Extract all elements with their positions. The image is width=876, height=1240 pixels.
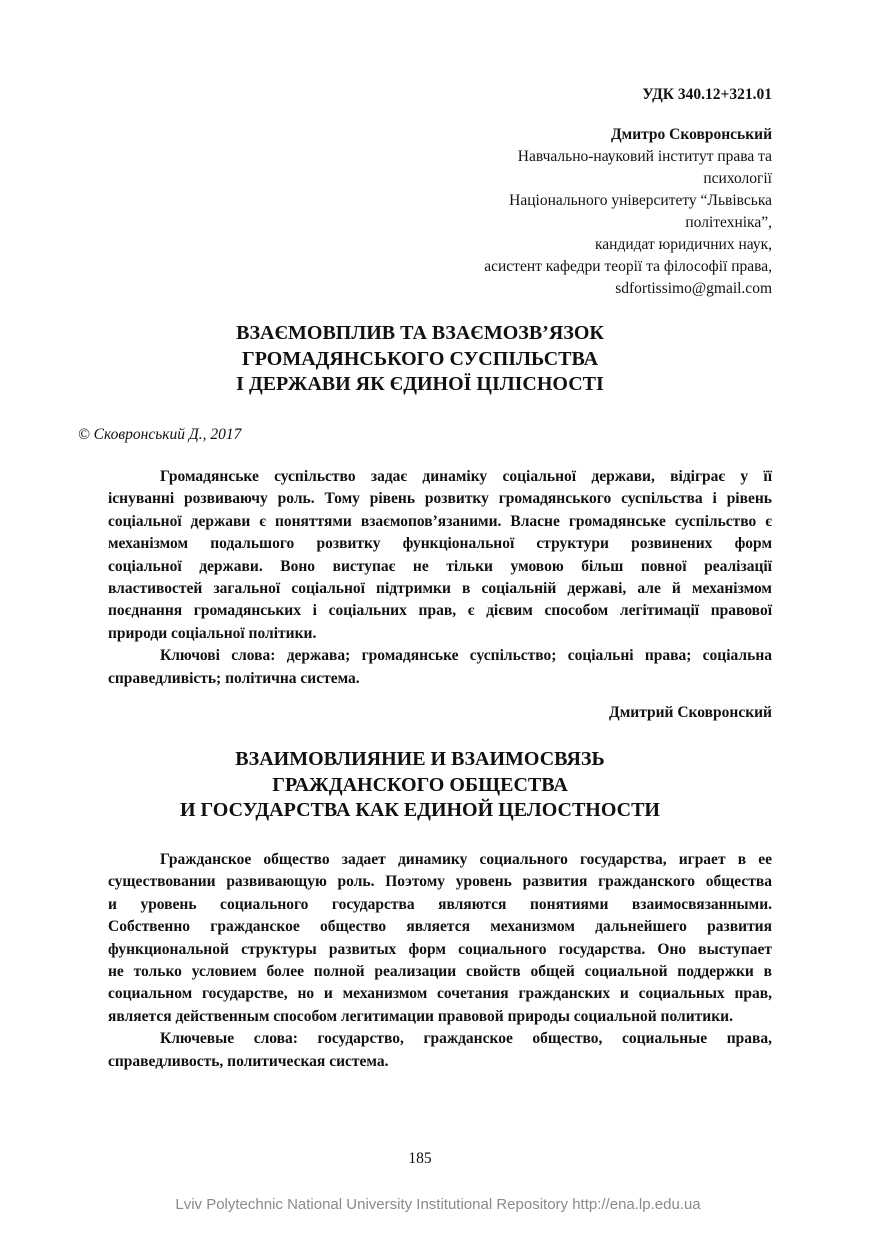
text-line: ГРАЖДАНСКОГО ОБЩЕСТВА bbox=[272, 773, 568, 796]
abstract-ua bbox=[108, 466, 772, 690]
abstract-ua-text bbox=[108, 466, 772, 645]
text-line: існуванні розвиваючу роль. Тому рівень розвитку громадянського суспільства і рівень bbox=[108, 490, 772, 508]
text-line: справедливость, политическая система. bbox=[108, 1052, 389, 1070]
text-line: Собственно гражданское общество является механизмом дальнейшего развития bbox=[108, 918, 772, 936]
text-line: ВЗАЄМОВПЛИВ ТА ВЗАЄМОЗВ’ЯЗОК bbox=[236, 322, 604, 344]
udk-code: УДК 340.12+321.01 bbox=[642, 86, 772, 103]
text-line: кандидат юридичних наук, bbox=[594, 236, 772, 253]
text-line: Ключові слова: держава; громадянське суспільство; соціальні права; соціальна bbox=[160, 647, 772, 665]
text-line: существовании развивающую роль. Поэтому уровень развития гражданского общества bbox=[108, 873, 772, 891]
text-line: Гражданское общество задает динамику социального государства, играет в ее bbox=[160, 851, 772, 868]
text-line: ВЗАИМОВЛИЯНИЕ И ВЗАИМОСВЯЗЬ bbox=[235, 748, 605, 770]
repository-footer: Lviv Polytechnic National University Institutional Repository http://ena.lp.edu.ua bbox=[175, 1196, 701, 1213]
keywords-ua bbox=[108, 645, 772, 690]
article-title-ua bbox=[0, 321, 840, 398]
text-line: асистент кафедри теорії та філософії права, bbox=[484, 258, 772, 275]
author-affiliation-ua bbox=[484, 124, 772, 300]
abstract-ru-text bbox=[108, 849, 772, 1028]
author-name-ua: Дмитро Сковронський bbox=[610, 126, 772, 143]
text-line: ГРОМАДЯНСЬКОГО СУСПІЛЬСТВА bbox=[241, 347, 599, 370]
text-line: не только условием более полной реализации свойств общей социальной поддержки в bbox=[108, 962, 772, 980]
text-line: sdfortissimo@gmail.com bbox=[615, 280, 772, 297]
text-line: політехніка”, bbox=[685, 214, 772, 231]
text-line: психології bbox=[703, 170, 772, 187]
text-line: функциональной структуры развитых форм социального государства. Оно выступает bbox=[108, 940, 772, 958]
text-line: Ключевые слова: государство, гражданское общество, социальные права, bbox=[160, 1030, 772, 1048]
text-line: Навчально-науковий інститут права та bbox=[517, 148, 772, 165]
abstract-ru bbox=[108, 849, 772, 1073]
text-line: соціальної держави є поняттями взаємопов’язаними. Власне громадянське суспільство є bbox=[108, 512, 772, 530]
text-line: Національного університету “Львівська bbox=[509, 192, 772, 209]
article-title-ru bbox=[0, 747, 840, 824]
text-line: властивостей загальної соціальної підтримки в соціальній державі, але й механізмом bbox=[108, 579, 772, 597]
text-line: поєднання громадянських і соціальних прав, є дієвим способом легітимації правової bbox=[108, 602, 772, 620]
text-line: социальном государстве, но и механизмом сочетания гражданских и социальных прав, bbox=[108, 985, 772, 1003]
text-line: И ГОСУДАРСТВА КАК ЕДИНОЙ ЦЕЛОСТНОСТИ bbox=[180, 799, 660, 821]
author-name-ru: Дмитрий Сковронский bbox=[609, 704, 772, 721]
text-line: соціальної держави. Воно виступає не тільки умовою більш повної реалізації bbox=[108, 557, 772, 575]
affiliation-lines bbox=[484, 146, 772, 300]
text-line: Громадянське суспільство задає динаміку соціальної держави, відіграє у її bbox=[160, 468, 772, 485]
text-line: справедливість; політична система. bbox=[108, 669, 360, 687]
text-line: и уровень социального государства являются понятиями взаимосвязанными. bbox=[108, 895, 772, 913]
page-number: 185 bbox=[408, 1150, 432, 1167]
copyright: © Сковронський Д., 2017 bbox=[78, 426, 242, 443]
text-line: І ДЕРЖАВИ ЯК ЄДИНОЇ ЦІЛІСНОСТІ bbox=[236, 373, 604, 395]
text-line: природи соціальної політики. bbox=[108, 624, 317, 642]
keywords-ru bbox=[108, 1028, 772, 1073]
text-line: является действенным способом легитимации правовой природы социальной политики. bbox=[108, 1007, 733, 1025]
text-line: механізмом подальшого розвитку функціональної структури розвинених форм bbox=[108, 535, 772, 553]
